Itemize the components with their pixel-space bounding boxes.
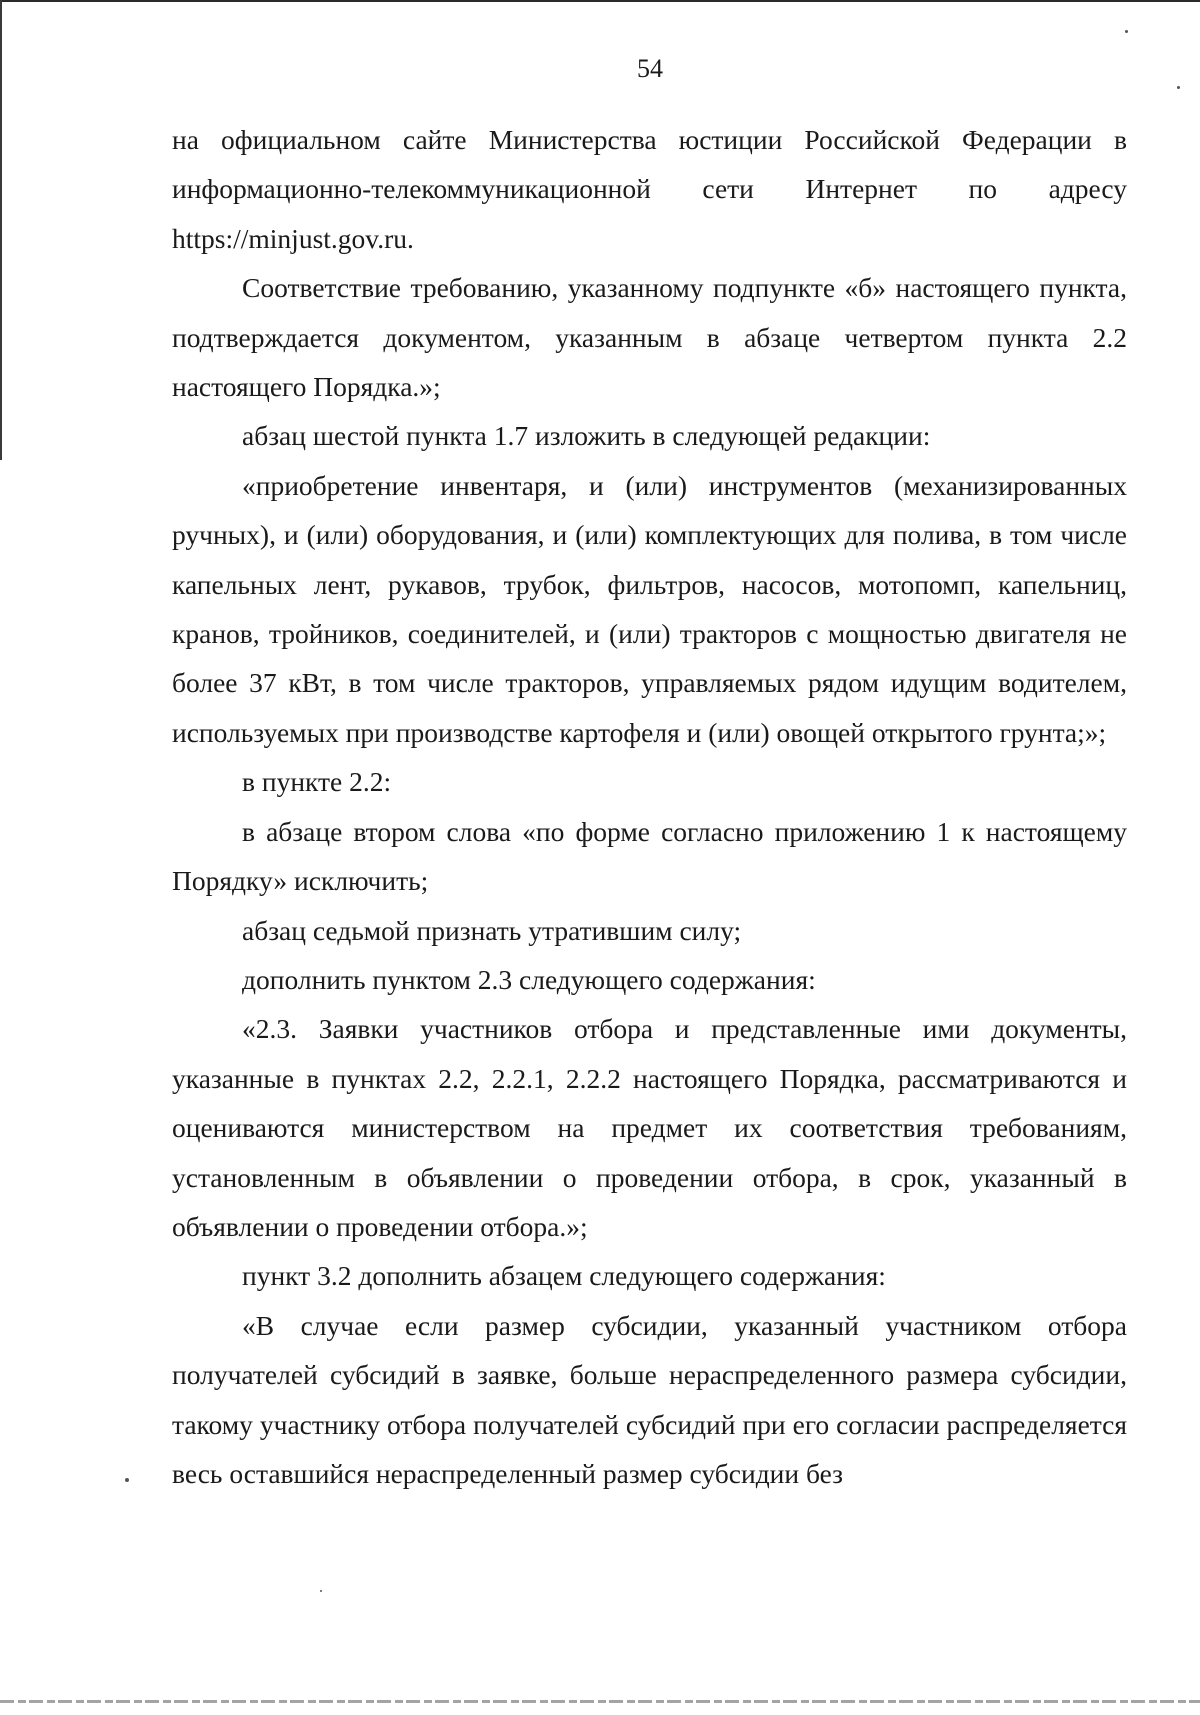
paragraph-7: абзац седьмой признать утратившим силу; [242, 914, 742, 946]
scan-speck [1177, 86, 1180, 89]
scan-speck [125, 1478, 129, 1482]
scan-bottom-edge [0, 1700, 1200, 1703]
paragraph-4: «приобретение инвентаря, и (или) инструментов (механизированных ручных), и (или) оборудования, и (или) комплектующих для полива, в том числе капельных лент, рукавов, трубок, фильтров, насосов, мотопомп, капельниц, кранов, тройников, соединителей, и (или) тракторов с мощностью двигателя не более 37 кВт, в том числе тракторов, управляемых рядом идущим водителем, используемых при производстве картофеля и (или) овощей открытого грунта;»; [172, 469, 1127, 748]
paragraph-3: абзац шестой пункта 1.7 изложить в следующей редакции: [242, 420, 931, 452]
paragraph-9: «2.3. Заявки участников отбора и представленные ими документы, указанные в пунктах 2.2, 2.2.1, 2.2.2 настоящего Порядка, рассматриваются и оцениваются министерством на предмет их соответствия требованиям, установленным в объявлении о проведении отбора, в срок, указанный в объявлении о проведении отбора.»; [172, 1013, 1127, 1242]
scan-speck [1125, 30, 1128, 33]
scan-speck [320, 1590, 322, 1592]
paragraph-1: на официальном сайте Министерства юстиции Российской Федерации в информационно-телекоммуникационной сети Интернет по адресу https://minjust.gov.ru. [172, 124, 1127, 254]
paragraph-10: пункт 3.2 дополнить абзацем следующего содержания: [242, 1260, 886, 1292]
paragraph-11: «В случае если размер субсидии, указанный участником отбора получателей субсидий в заявке, больше нераспределенного размера субсидии, такому участнику отбора получателей субсидий при его согласии распределяется весь оставшийся нераспределенный размер субсидии без [172, 1309, 1127, 1489]
page-number [0, 54, 1200, 84]
paragraph-5: в пункте 2.2: [242, 766, 392, 798]
paragraph-8: дополнить пунктом 2.3 следующего содержания: [242, 963, 816, 995]
document-body [172, 115, 1127, 1498]
page-number-text: 54 [637, 54, 663, 83]
paragraph-2: Соответствие требованию, указанному подпункте «б» настоящего пункта, подтверждается документом, указанным в абзаце четвертом пункта 2.2 настоящего Порядка.»; [172, 272, 1127, 403]
scan-top-edge [0, 0, 1200, 2]
paragraph-6: в абзаце втором слова «по форме согласно приложению 1 к настоящему Порядку» исключить; [172, 815, 1127, 897]
